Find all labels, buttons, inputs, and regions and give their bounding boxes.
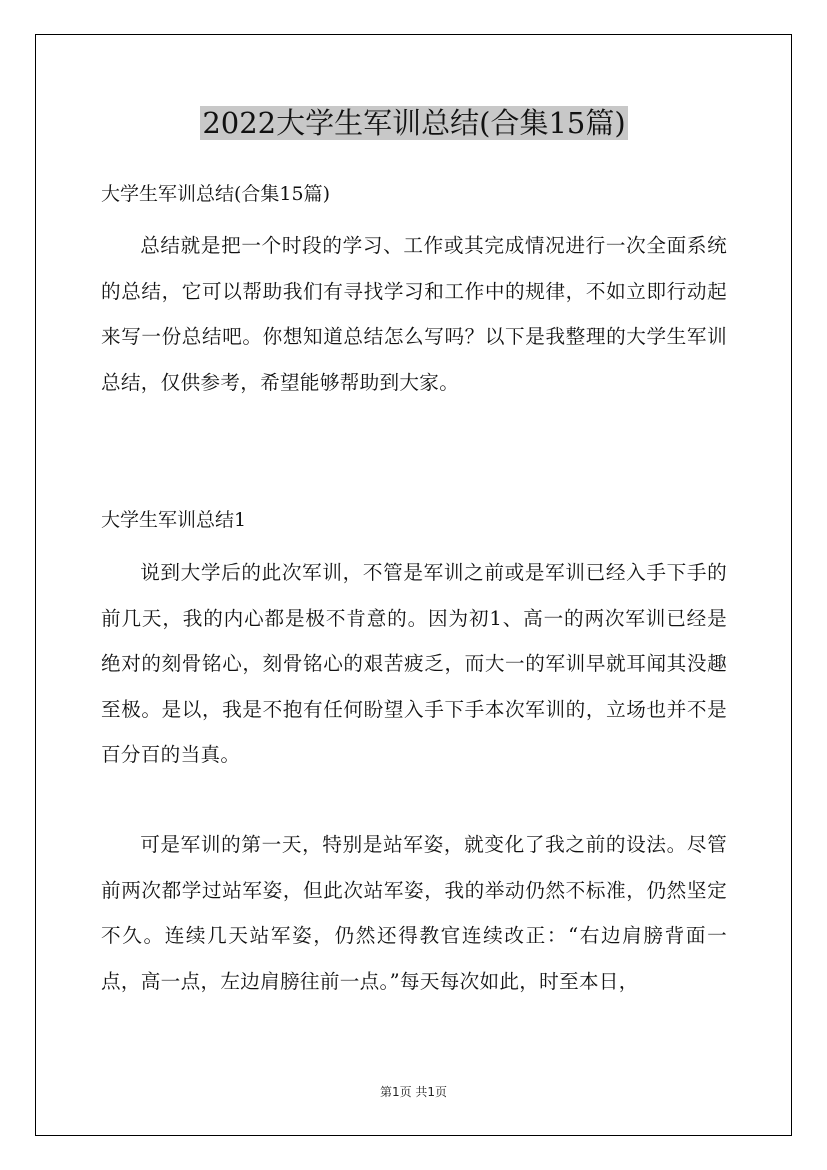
document-subtitle: 大学生军训总结(合集15篇) <box>101 183 331 205</box>
document-title-text: 2022大学生军训总结(合集15篇) <box>202 106 626 140</box>
page-footer: 第1页 共1页 <box>379 1085 448 1099</box>
section-paragraph: 可是军训的第一天，特别是站军姿，就变化了我之前的设法。尽管前两次都学过站军姿，但此次站军姿，我的举动仍然不标准，仍然坚定不久。连续几天站军姿，仍然还得教官连续改正：“右边肩膀背面一点，高一点，左边肩膀往前一点。”每天每次如此，时至本日， <box>101 833 727 993</box>
section-heading: 大学生军训总结1 <box>101 509 247 531</box>
section-paragraph: 说到大学后的此次军训，不管是军训之前或是军训已经入手下手的前几天，我的内心都是极不肯意的。因为初1、高一的两次军训已经是绝对的刻骨铭心，刻骨铭心的艰苦疲乏，而大一的军训早就耳闻其没趣至极。是以，我是不抱有任何盼望入手下手本次军训的，立场也并不是百分百的当真。 <box>101 561 727 766</box>
intro-paragraph: 总结就是把一个时段的学习、工作或其完成情况进行一次全面系统的总结，它可以帮助我们有寻找学习和工作中的规律，不如立即行动起来写一份总结吧。你想知道总结怎么写吗？以下是我整理的大学生军训总结，仅供参考，希望能够帮助到大家。 <box>101 234 727 394</box>
document-title <box>101 98 727 148</box>
